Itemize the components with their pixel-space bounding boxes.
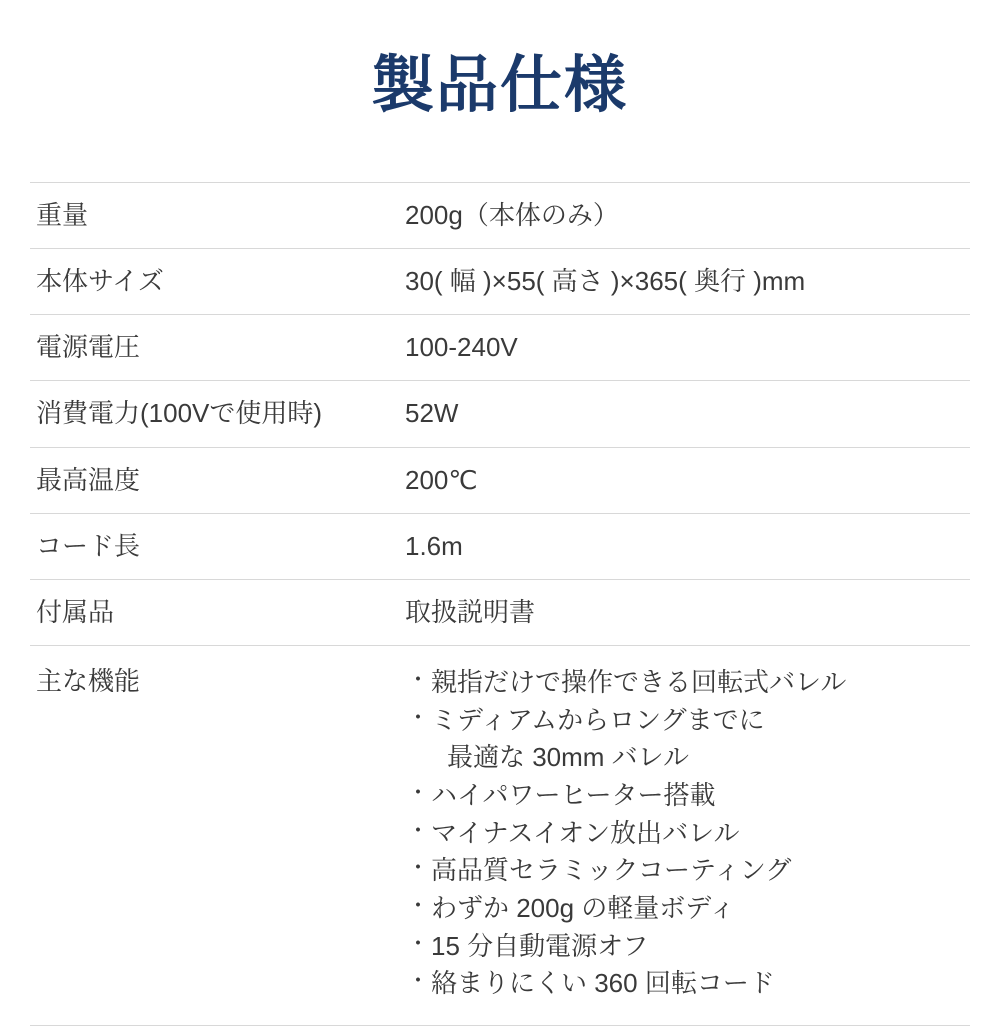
list-item-text: ハイパワーヒーター搭載 [431, 779, 716, 810]
spec-label-size: 本体サイズ [36, 266, 164, 297]
spec-label-weight: 重量 [36, 200, 89, 231]
spec-label-power: 消費電力(100Vで使用時) [36, 398, 323, 429]
spec-value-features [401, 645, 970, 1025]
list-item [405, 928, 970, 966]
features-list [405, 664, 970, 1003]
list-item [405, 777, 970, 815]
spec-value-accessories: 取扱説明書 [405, 596, 536, 627]
list-item-text: マイナスイオン放出バレル [431, 817, 740, 848]
list-item-text: 15 分自動電源オフ [431, 930, 649, 961]
bullet-marker: ・ [407, 968, 430, 994]
spec-value-cord-length: 1.6m [405, 530, 463, 561]
table-row [30, 579, 970, 645]
table-row [30, 249, 970, 315]
page-title: 製品仕様 [371, 51, 628, 120]
spec-label-voltage: 電源電圧 [36, 332, 141, 363]
list-item [405, 852, 970, 890]
list-item [405, 815, 970, 853]
list-item [405, 702, 970, 777]
list-item [405, 965, 970, 1003]
list-item-text: 高品質セラミックコーティング [431, 855, 792, 886]
spec-value-size: 30( 幅 )×55( 高さ )×365( 奥行 )mm [405, 266, 806, 297]
bullet-marker: ・ [407, 666, 430, 692]
spec-label-max-temperature: 最高温度 [36, 464, 141, 495]
table-row [30, 447, 970, 513]
spec-value-weight: 200g（本体のみ） [405, 200, 619, 231]
bullet-marker: ・ [407, 704, 430, 730]
spec-label-accessories: 付属品 [36, 596, 115, 627]
list-item-text: わずか 200g の軽量ボディ [431, 892, 736, 923]
list-item-text: 絡まりにくい 360 回転コード [431, 968, 775, 999]
list-item-text: ミディアムからロングまでに [431, 704, 765, 735]
bullet-marker: ・ [407, 817, 430, 843]
bullet-marker: ・ [407, 930, 430, 956]
table-row-features [30, 645, 970, 1025]
list-item [405, 664, 970, 702]
bullet-marker: ・ [407, 779, 430, 805]
list-item-subtext: 最適な 30mm バレル [447, 742, 690, 773]
spec-label-features: 主な機能 [36, 665, 141, 696]
spec-value-max-temperature: 200℃ [405, 464, 478, 495]
bullet-marker: ・ [407, 892, 430, 918]
table-row [30, 381, 970, 447]
table-row [30, 315, 970, 381]
table-row [30, 183, 970, 249]
specification-table [30, 182, 970, 1026]
spec-value-voltage: 100-240V [405, 332, 518, 363]
list-item-text: 親指だけで操作できる回転式バレル [431, 666, 847, 697]
bullet-marker: ・ [407, 855, 430, 881]
spec-label-cord-length: コード長 [36, 530, 141, 561]
list-item [405, 890, 970, 928]
table-row [30, 513, 970, 579]
spec-value-power: 52W [405, 398, 459, 429]
